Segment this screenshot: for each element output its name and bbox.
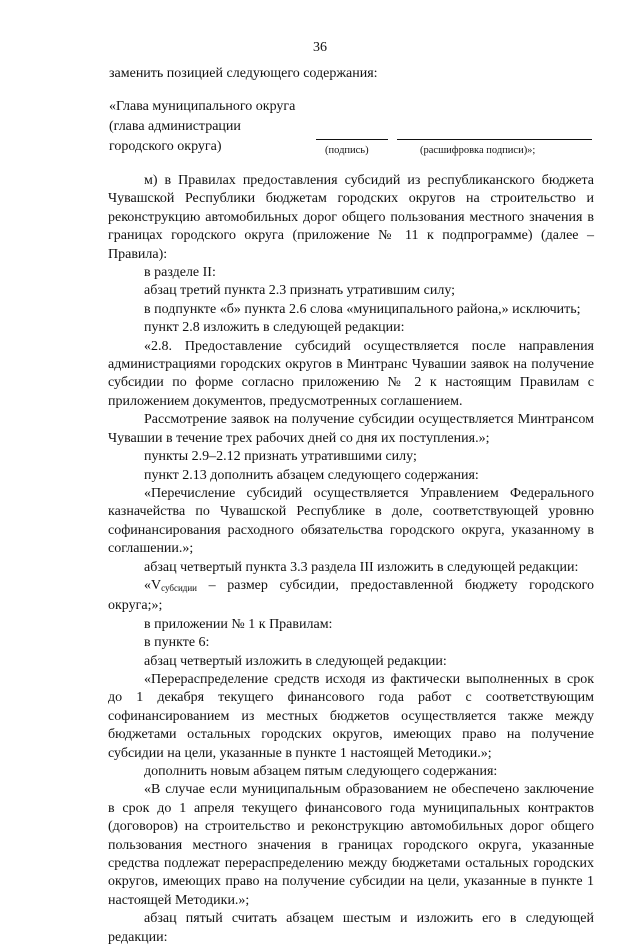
formula-paragraph [108,577,594,616]
document-body [108,172,594,947]
paragraph: пункт 2.13 дополнить абзацем следующего содержания: [144,467,479,483]
signature-caption: (подпись) [325,145,369,156]
paragraph: абзац четвертый изложить в следующей редакции: [144,653,447,669]
formula-text: – размер субсидии, предоставленной бюджету городского округа;»; [108,577,594,614]
signature-underline [316,139,388,140]
paragraph: абзац пятый считать абзацем шестым и изложить его в следующей редакции: [108,911,594,945]
formula-subscript: субсидии [161,582,197,593]
paragraph: м) в Правилах предоставления субсидий из республиканского бюджета Чувашской Республики бюджетам городских округов на строительство и реконструкцию автомобильных дорог общего пользования местного значения в границах городского округа (приложение № 11 к подпрограмме) (далее – Правила): [108,173,594,262]
decoding-caption: (расшифровка подписи)»; [420,145,536,156]
signature-line-1: «Глава муниципального округа [109,99,296,114]
intro-line: заменить позицией следующего содержания: [109,66,378,81]
paragraph: «Перечисление субсидий осуществляется Управлением Федерального казначейства по Чувашской Республике в доле, соответствующей уровню софинансирования расходного обязательства городского округа, указанному в соглашении.»; [108,485,594,557]
paragraph: в приложении № 1 к Правилам: [144,616,333,632]
signature-block [109,97,295,157]
paragraph: абзац третий пункта 2.3 признать утратившим силу; [144,283,456,299]
paragraph: пункты 2.9–2.12 признать утратившими силу; [144,449,417,465]
paragraph: «2.8. Предоставление субсидий осуществляется после направления администрациями городских округов в Минтранс Чувашии заявок на получение субсидии по форме согласно приложению № 2 к настоящим Правилам с приложением документов, предусмотренных соглашением. [108,338,594,409]
paragraph: абзац четвертый пункта 3.3 раздела III изложить в следующей редакции: [144,559,579,575]
paragraph: Рассмотрение заявок на получение субсидии осуществляется Минтрансом Чувашии в течение трех рабочих дней со дня их поступления.»; [108,412,594,446]
formula-symbol: «V [144,577,162,593]
paragraph: «Перераспределение средств исходя из фактически выполненных в срок до 1 декабря текущего финансового года работ с соответствующим софинансированием из местных бюджетов осуществляется также между бюджетами остальных городских округов, имеющих право на получение субсидии на цели, указанные в пункте 1 настоящей Методики.»; [108,671,594,761]
paragraph: «В случае если муниципальным образованием не обеспечено заключение в срок до 1 апреля текущего финансового года муниципальных контрактов (договоров) на строительство и реконструкцию автомобильных дорог общего пользования местного значения в границах городского округа, указанные средства подлежат перераспределению между бюджетами остальных городских округов, имеющих право на получение субсидии на цели, указанные в пункте 1 настоящей Методики.»; [108,782,594,908]
paragraph: пункт 2.8 изложить в следующей редакции: [144,320,405,336]
paragraph: в разделе II: [144,265,216,281]
paragraph: дополнить новым абзацем пятым следующего содержания: [144,764,498,779]
page-number: 36 [313,40,327,55]
paragraph: в пункте 6: [144,635,210,651]
signature-line-3: городского округа) [109,139,222,154]
decoding-underline [397,139,592,140]
paragraph: в подпункте «б» пункта 2.6 слова «муниципального района,» исключить; [144,301,581,317]
signature-line-2: (глава администрации [109,119,241,134]
